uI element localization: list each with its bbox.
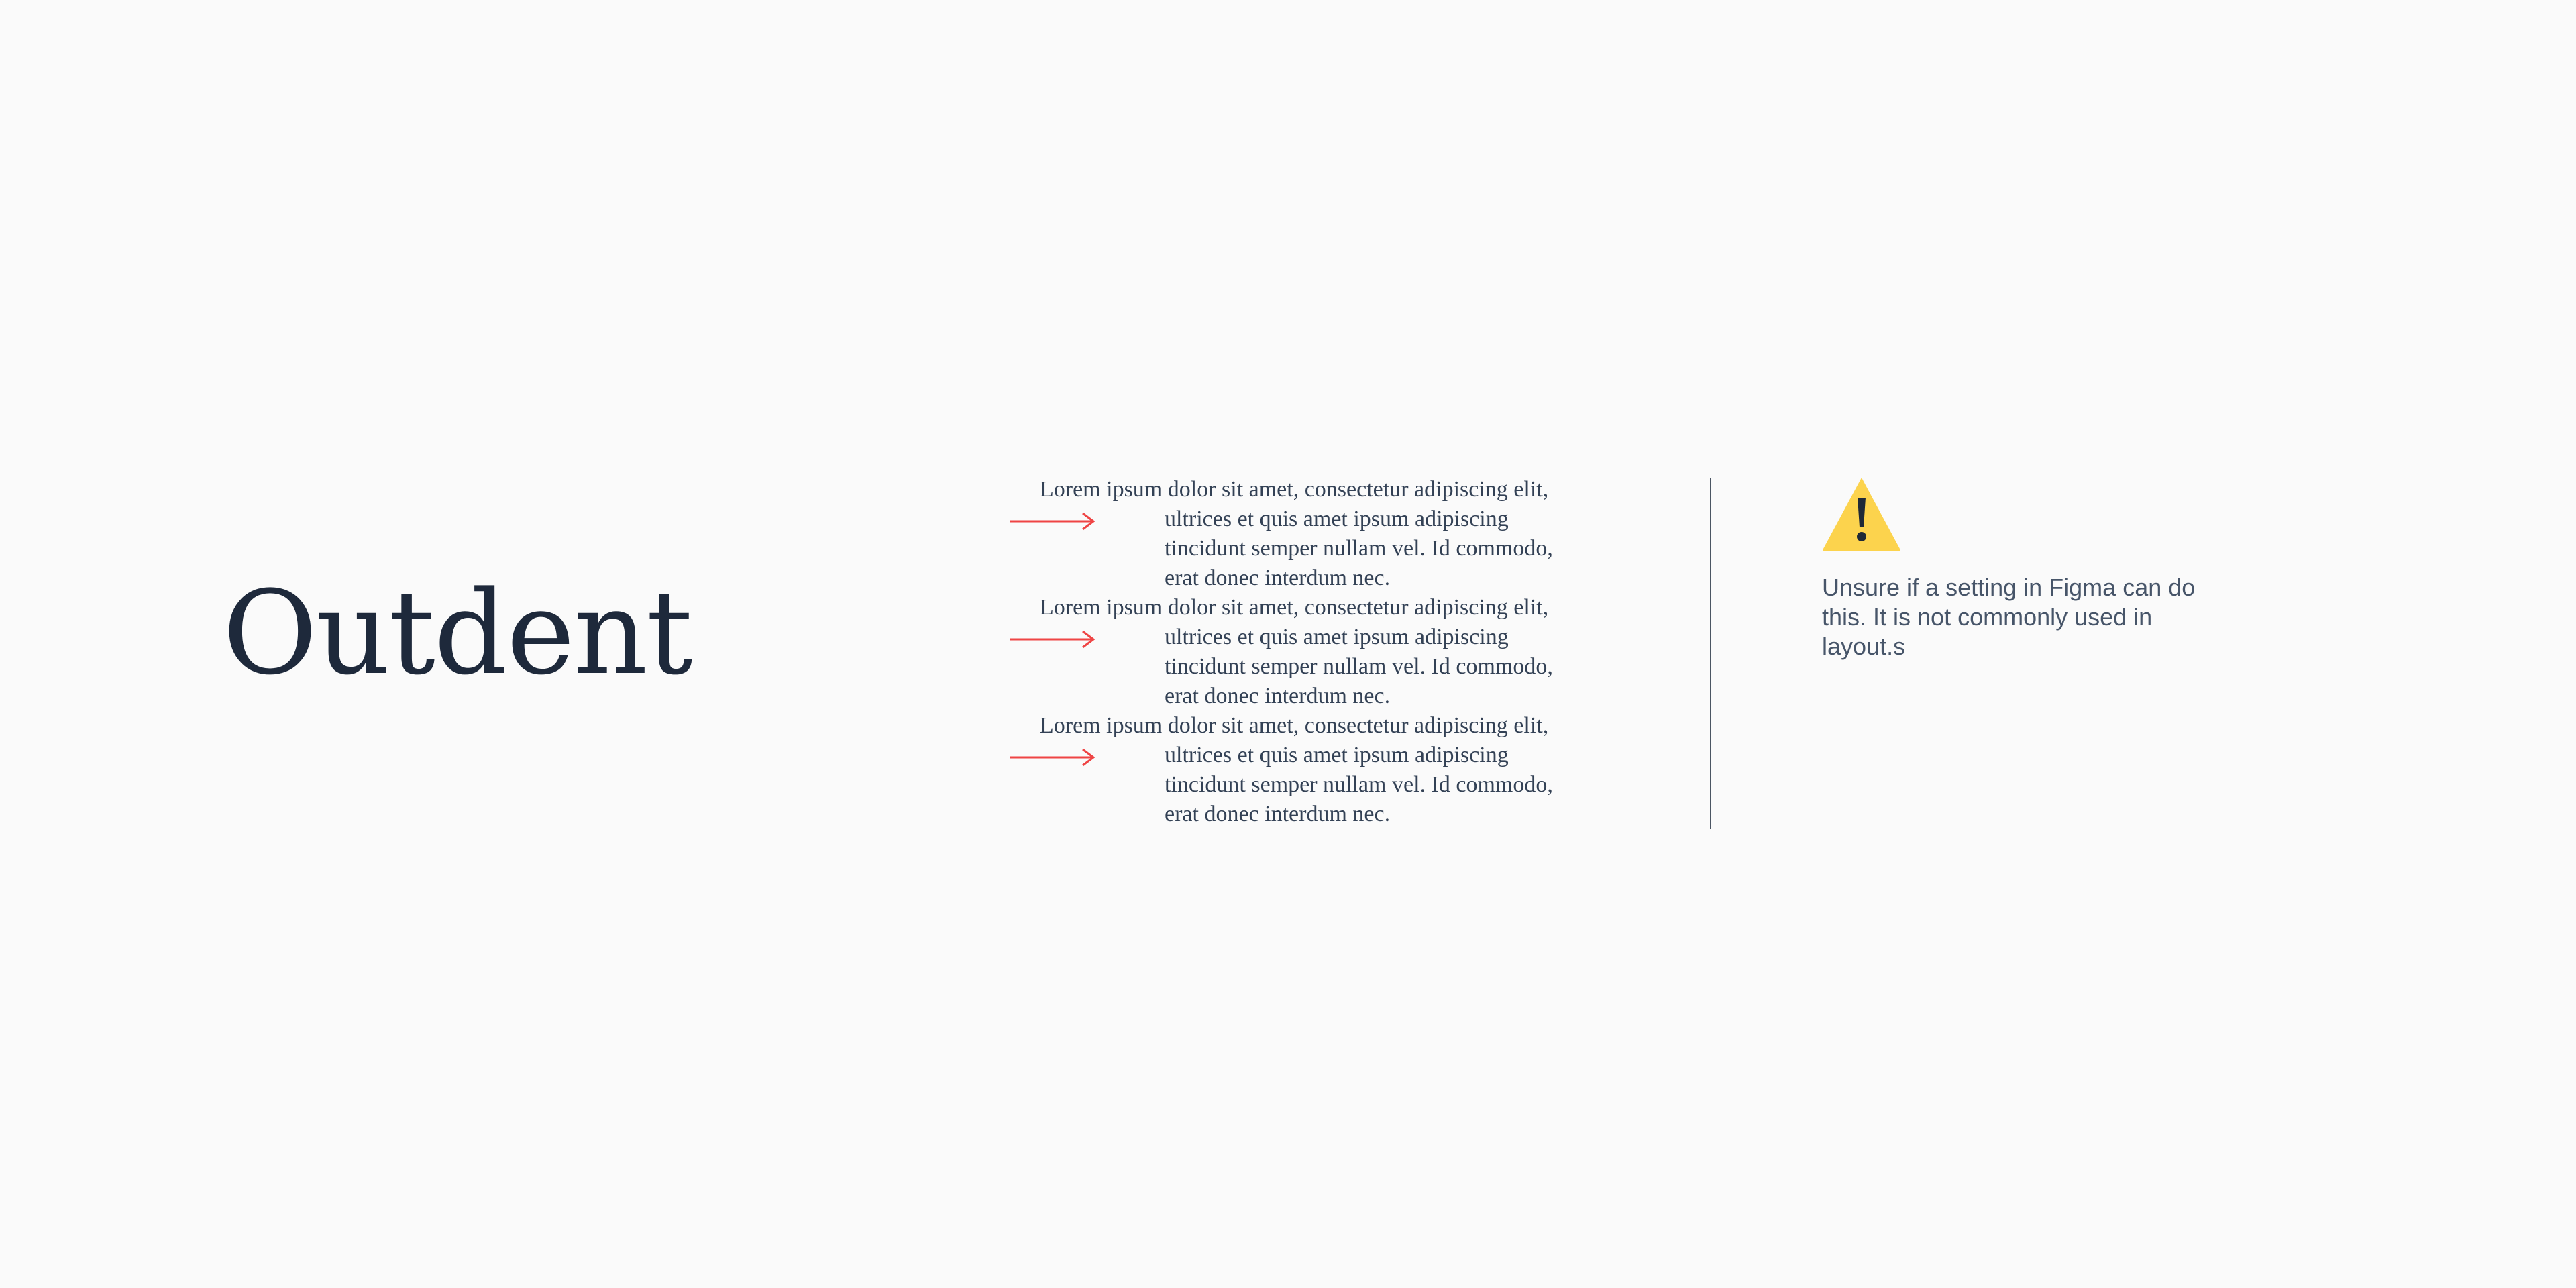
outdent-paragraph-3 — [1010, 711, 1554, 829]
warning-note: Unsure if a setting in Figma can do this. It is not commonly used in layout.s — [1822, 574, 2196, 660]
outdent-example — [1010, 475, 1587, 829]
paragraph-text: Lorem ipsum dolor sit amet, consectetur adipiscing elit, ultrices et quis amet ipsum adipiscing tincidunt semper nullam vel. Id commodo, erat donec interdum nec. — [1040, 595, 1553, 708]
warning-icon — [1821, 475, 1902, 554]
page-title: Outdent — [223, 566, 692, 700]
paragraph-text: Lorem ipsum dolor sit amet, consectetur adipiscing elit, ultrices et quis amet ipsum adipiscing tincidunt semper nullam vel. Id commodo, erat donec interdum nec. — [1040, 713, 1553, 826]
arrow-right-icon — [1010, 747, 1096, 767]
arrow-right-icon — [1010, 629, 1096, 649]
outdent-paragraph-2 — [1010, 593, 1554, 711]
arrow-right-icon — [1010, 511, 1096, 531]
paragraph-text: Lorem ipsum dolor sit amet, consectetur adipiscing elit, ultrices et quis amet ipsum adipiscing tincidunt semper nullam vel. Id commodo, erat donec interdum nec. — [1040, 477, 1553, 590]
vertical-divider — [1710, 478, 1711, 829]
outdent-paragraph-1 — [1010, 475, 1554, 593]
